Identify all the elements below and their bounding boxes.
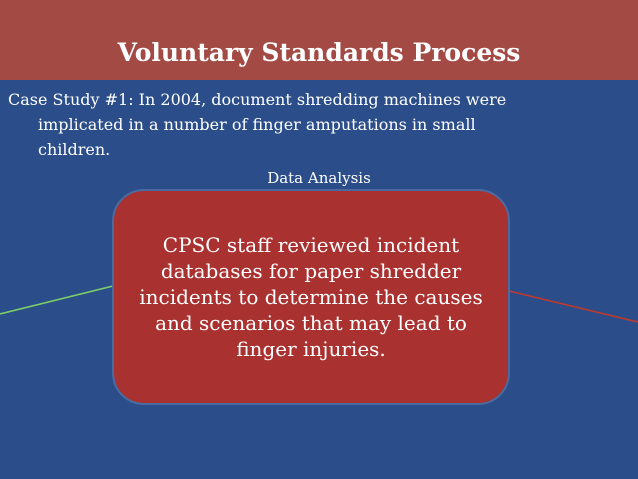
case-study-line-2: implicated in a number of finger amputations in small — [38, 115, 476, 134]
callout-box — [112, 189, 510, 405]
data-analysis-heading: Data Analysis — [267, 169, 371, 187]
callout-text: CPSC staff reviewed incident databases for paper shredder incidents to determine the causes and scenarios that may lead to finger injuries. — [139, 233, 483, 361]
slide-title: Voluntary Standards Process — [117, 38, 521, 67]
case-study-line-1: Case Study #1: In 2004, document shredding machines were — [8, 90, 507, 109]
left-connector-line — [0, 286, 113, 314]
right-connector-line — [509, 291, 638, 322]
case-study-line-3: children. — [38, 140, 111, 159]
